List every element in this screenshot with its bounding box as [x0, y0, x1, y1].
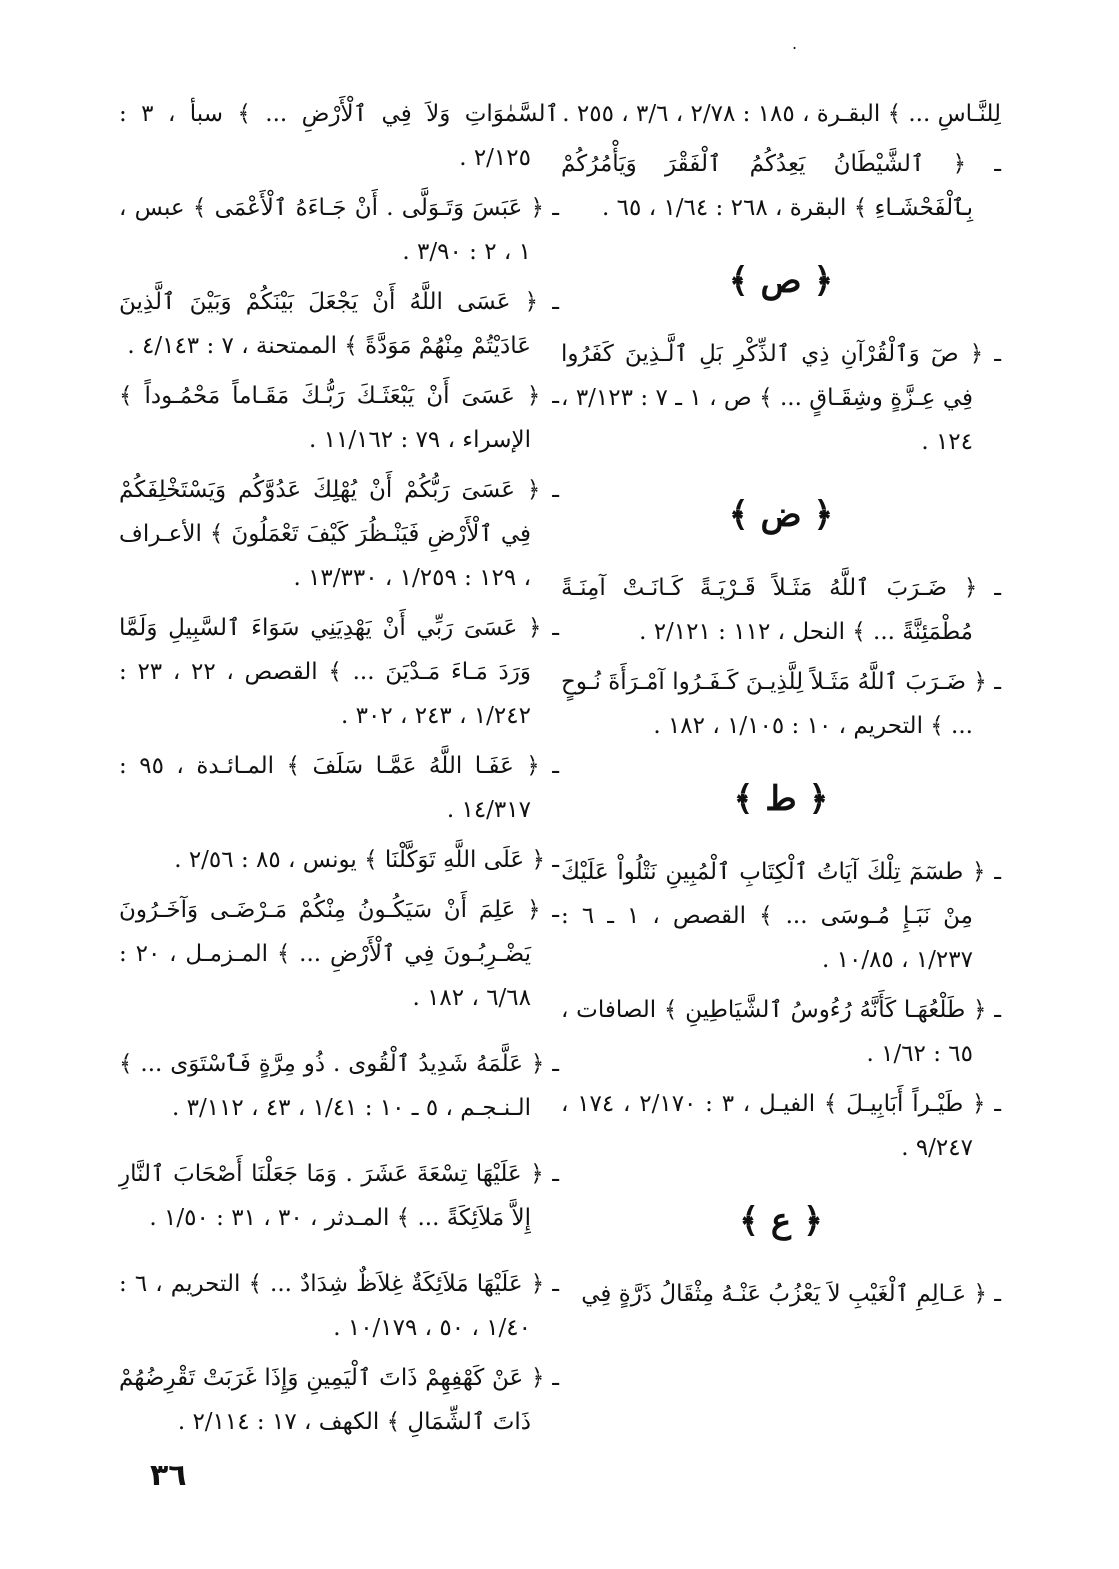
- index-entry: ـ ﴿ عَلَّمَهُ شَدِيدُ ٱلْقُوى . ذُو مِرَّةٍ فَٱسْتَوَى ... ﴾ الـنـجـم ، ٥ ـ ١٠ : ١/٤١ ، ٤٣ ، ٣/١١٢ .: [119, 1051, 559, 1121]
- section-heading-dad: ﴿ ض ﴾: [728, 495, 834, 535]
- section-heading-sad: ﴿ ص ﴾: [728, 261, 834, 301]
- index-entry: ـ ﴿ ضَـرَبَ ٱللَّهُ مَثَـلاً لِلَّذِيـنَ كَـفَـرُوا آمْـرَأَةَ نُـوحٍ ... ﴾ التحريم ، ١٠ : ١/١٠٥ ، ١٨٢ .: [561, 669, 1001, 739]
- index-entry: ـ ﴿ عَسَىَ رَبُّكُمْ أَنْ يُهْلِكَ عَدُوَّكُم وَيَسْتَخْلِفَكُمْ فِي ٱلْأَرْضِ فَيَنْـظُرَ كَيْفَ تَعْمَلُونَ ﴾ الأعـراف ، ١٢٩ : ١/٢٥٩ ، ١٣/٣٣٠ .: [119, 477, 559, 591]
- index-entry: ـ ﴿ طَلْعُهَـا كَأَنَّهُ رُءُوسُ ٱلشَّيَاطِينِ ﴾ الصافات ، ٦٥ : ١/٦٢ .: [561, 997, 1001, 1067]
- index-entry: ـ ﴿ عَسَىَ رَبِّي أَنْ يَهْدِيَنِي سَوَاءَ ٱلسَّبِيلِ وَلَمَّا وَرَدَ مَـاءَ مَـدْيَنَ ... ﴾ القصص ، ٢٢ ، ٢٣ : ١/٢٤٢ ، ٢٤٣ ، ٣٠٢ .: [119, 615, 559, 729]
- index-entry: ـ ﴿ عَسَى اللَّهُ أَنْ يَجْعَلَ بَيْنَكُمْ وَبَيْنَ ٱلَّذِينَ عَادَيْتُمْ مِنْهُمْ مَوَدَّةً ﴾ الممتحنة ، ٧ : ٤/١٤٣ .: [119, 289, 559, 359]
- index-entry: ـ ﴿ عَبَسَ وَتَـوَلَّى . أَنْ جَـاءَهُ ٱلْأَعْمَى ﴾ عبس ، ١ ، ٢ : ٣/٩٠ .: [119, 195, 559, 265]
- index-entry: لِلنَّـاسِ ... ﴾ البقـرة ، ١٨٥ : ٢/٧٨ ، ٣/٦ ، ٢٥٥ .: [562, 101, 1001, 127]
- index-entry: ـ ﴿ صٓ وَٱلْقُرْآنِ ذِي ٱلذِّكْرِ بَلِ ٱلَّـذِينَ كَفَرُوا فِي عِـزَّةٍ وشِقَـاقٍ ... ﴾ ص ، ١ ـ ٧ : ٣/١٢٣ ، ١٢٤ .: [561, 341, 1001, 455]
- section-heading-ain: ﴿ ع ﴾: [739, 1201, 823, 1241]
- index-entry: ـ ﴿ عَلَيْهَا مَلاَئِكَةٌ غِلاَظٌ شِدَادٌ ... ﴾ التحريم ، ٦ : ١/٤٠ ، ٥٠ ، ١٠/١٧٩ .: [119, 1271, 560, 1341]
- index-entry: ـ ﴿ عَـالِمِ ٱلْغَيْبِ لاَ يَعْزُبُ عَنْـهُ مِثْقَالُ ذَرَّةٍ فِي: [581, 1281, 1001, 1307]
- index-entry: ـ ﴿ ٱلشَّيْطَانُ يَعِدُكُمُ ٱلْفَقْرَ وَيَأْمُرُكُمْ بِٱلْفَحْشَـاءِ ﴾ البقرة ، ٢٦٨ : ١/٦٤ ، ٦٥ .: [561, 151, 1001, 221]
- left-column: [119, 92, 559, 1450]
- index-entry: ٱلسَّمٰوَاتِ وَلاَ فِي ٱلْأَرْضِ ... ﴾ سبأ ، ٣ : ٢/١٢٥ .: [119, 101, 559, 171]
- page-number: ٣٦: [150, 1458, 187, 1493]
- right-column: [561, 92, 1001, 1322]
- index-entry: ـ ﴿ عَلَيْهَا تِسْعَةَ عَشَرَ . وَمَا جَعَلْنَا أَصْحَابَ ٱلنَّارِ إِلاَّ مَلاَئِكَةً ... ﴾ المـدثر ، ٣٠ ، ٣١ : ١/٥٠ .: [119, 1161, 559, 1231]
- index-entry: ـ ﴿ ضَـرَبَ ٱللَّهُ مَثَـلاً قَـرْيَـةً كَـانَـتْ آمِنَـةً مُطْمَئِنَّةً ... ﴾ النحل ، ١١٢ : ٢/١٢١ .: [561, 575, 1001, 645]
- index-entry: ـ ﴿ عَسَىَ أَنْ يَبْعَثَـكَ رَبُّـكَ مَقَـاماً مَحْمُـوداً ﴾ الإسراء ، ٧٩ : ١١/١٦٢ .: [119, 383, 559, 453]
- stray-dot: .: [792, 34, 798, 53]
- index-entry: ـ ﴿ عَنْ كَهْفِهِمْ ذَاتَ ٱلْيَمِينِ وَإِذَا غَرَبَتْ تَقْرِضُهُمْ ذَاتَ ٱلشِّمَالِ ﴾ الكهف ، ١٧ : ٢/١١٤ .: [119, 1365, 559, 1435]
- section-heading-ta: ﴿ ط ﴾: [733, 779, 829, 819]
- index-entry: ـ ﴿ طَيْـراً أَبَابِيـلَ ﴾ الفيـل ، ٣ : ٢/١٧٠ ، ١٧٤ ، ٩/٢٤٧ .: [561, 1091, 1002, 1161]
- index-entry: ـ ﴿ طسٓمٓ تِلْكَ آيَاتُ ٱلْكِتَابِ ٱلْمُبِينِ نَتْلُواْ عَلَيْكَ مِنْ نَبَـإِ مُـوسَى ... ﴾ القصص ، ١ ـ ٦ : ١/٢٣٧ ، ١٠/٨٥ .: [561, 859, 1001, 973]
- index-entry: ـ ﴿ عَلِمَ أَنْ سَيَكُـونُ مِنْكُمْ مَـرْضَـى وَآخَـرُونَ يَضْـرِبُـونَ فِي ٱلْأَرْضِ ... ﴾ المـزمـل ، ٢٠ : ٦/٦٨ ، ١٨٢ .: [119, 897, 559, 1011]
- index-entry: ـ ﴿ عَفَـا اللَّهُ عَمَّـا سَلَفَ ﴾ المـائـدة ، ٩٥ : ١٤/٣١٧ .: [119, 753, 559, 823]
- index-entry: ـ ﴿ عَلَى اللَّهِ تَوَكَّلْنَا ﴾ يونس ، ٨٥ : ٢/٥٦ .: [174, 847, 559, 873]
